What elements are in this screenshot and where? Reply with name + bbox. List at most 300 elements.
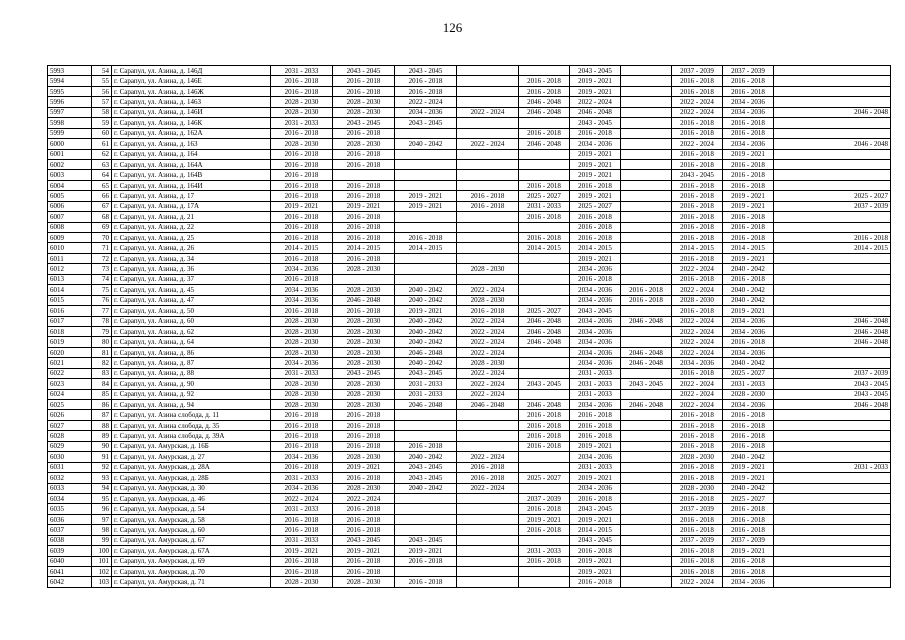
table-cell: 2034 - 2036 [723,577,774,587]
table-cell: г. Сарапул, ул. Азина, д. 146Д [112,66,271,76]
table-cell: 73 [92,264,112,274]
table-cell: 2043 - 2045 [395,535,457,545]
table-cell: 86 [92,400,112,410]
table-cell: 66 [92,191,112,201]
table-cell: г. Сарапул, ул. Азина, д. 50 [112,306,271,316]
table-row [48,253,891,263]
table-cell: 2016 - 2018 [519,431,570,441]
table-cell: г. Сарапул, ул. Азина, д. 88 [112,368,271,378]
table-cell: 2034 - 2036 [570,326,621,336]
table-cell: г. Сарапул, ул. Амурская, д. 69 [112,556,271,566]
table-cell: 2028 - 2030 [333,326,395,336]
table-cell: 2040 - 2042 [723,452,774,462]
table-cell [774,86,891,96]
table-cell: 2019 - 2021 [723,462,774,472]
table-cell: 2043 - 2045 [395,118,457,128]
table-cell: 2016 - 2018 [333,159,395,169]
table-cell [457,76,519,86]
table-cell [457,514,519,524]
table-cell [519,452,570,462]
table-cell: 2016 - 2018 [333,191,395,201]
table-cell [774,535,891,545]
table-cell: 2025 - 2027 [570,201,621,211]
table-cell: 2016 - 2018 [271,180,333,190]
table-cell: 2043 - 2045 [333,535,395,545]
table-cell [621,97,672,107]
table-cell: 2043 - 2045 [672,170,723,180]
table-cell: 2040 - 2042 [395,316,457,326]
table-cell: 2022 - 2024 [672,326,723,336]
table-cell: 2037 - 2039 [519,493,570,503]
table-cell: 2022 - 2024 [672,316,723,326]
table-cell: 2016 - 2018 [723,118,774,128]
table-cell: 2016 - 2018 [672,212,723,222]
table-cell: 2019 - 2021 [570,567,621,577]
table-cell: 2016 - 2018 [723,441,774,451]
table-cell [395,149,457,159]
table-cell: 2046 - 2048 [333,295,395,305]
table-row [48,546,891,556]
table-cell: 2022 - 2024 [333,493,395,503]
table-cell [621,420,672,430]
table-cell: 2034 - 2036 [395,107,457,117]
table-cell: 2016 - 2018 [333,514,395,524]
table-cell: 2022 - 2024 [457,379,519,389]
table-row [48,473,891,483]
table-cell [621,525,672,535]
table-cell: 2016 - 2018 [672,514,723,524]
table-cell: 2019 - 2021 [723,201,774,211]
table-cell: 2043 - 2045 [333,368,395,378]
table-cell: г. Сарапул, ул. Азина, д. 17А [112,201,271,211]
table-cell: 2028 - 2030 [672,483,723,493]
table-cell: 2016 - 2018 [271,253,333,263]
table-cell: 2022 - 2024 [457,452,519,462]
table-cell: 2034 - 2036 [672,358,723,368]
table-cell [395,431,457,441]
table-cell: г. Сарапул, ул. Амурская, д. 67А [112,546,271,556]
table-cell [519,285,570,295]
table-cell: 2022 - 2024 [457,139,519,149]
table-cell: 2022 - 2024 [672,347,723,357]
table-cell [457,556,519,566]
table-cell: 2040 - 2042 [395,295,457,305]
table-cell: 2016 - 2018 [672,525,723,535]
table-cell: 80 [92,337,112,347]
table-cell: 2016 - 2018 [395,577,457,587]
table-row [48,243,891,253]
table-cell: 2028 - 2030 [333,379,395,389]
table-cell: 2031 - 2033 [570,368,621,378]
table-cell: г. Сарапул, ул. Азина, д. 26 [112,243,271,253]
table-row [48,514,891,524]
table-cell: 2016 - 2018 [333,86,395,96]
table-cell: 2040 - 2042 [395,326,457,336]
table-cell: г. Сарапул, ул. Азина, д. 90 [112,379,271,389]
table-cell [519,358,570,368]
table-cell: 2016 - 2018 [570,431,621,441]
table-cell: 54 [92,66,112,76]
table-cell: г. Сарапул, ул. Амурская, д. 46 [112,493,271,503]
table-cell: 6012 [48,264,92,274]
table-cell: 2019 - 2021 [519,514,570,524]
table-cell: 2043 - 2045 [774,379,891,389]
table-cell [774,514,891,524]
table-cell: 2016 - 2018 [723,567,774,577]
table-cell: 2046 - 2048 [621,400,672,410]
table-cell: 2034 - 2036 [570,295,621,305]
table-cell [457,525,519,535]
table-cell: г. Сарапул, ул. Азина, д. 164А [112,159,271,169]
table-cell: 2037 - 2039 [672,535,723,545]
table-cell: 88 [92,420,112,430]
table-cell: 2016 - 2018 [723,128,774,138]
table-cell: 56 [92,86,112,96]
table-cell: 2016 - 2018 [723,212,774,222]
table-cell [519,66,570,76]
table-cell [774,97,891,107]
table-cell [519,264,570,274]
table-cell: 2028 - 2030 [271,316,333,326]
table-cell: 2034 - 2036 [570,285,621,295]
table-cell: 2022 - 2024 [457,337,519,347]
table-cell: 2025 - 2027 [723,368,774,378]
table-cell: 2016 - 2018 [723,233,774,243]
table-cell: 6042 [48,577,92,587]
table-cell: 2016 - 2018 [457,191,519,201]
table-cell: 2043 - 2045 [621,379,672,389]
table-cell: 99 [92,535,112,545]
table-cell: 6015 [48,295,92,305]
table-cell: 2034 - 2036 [271,483,333,493]
table-cell: 2031 - 2033 [271,118,333,128]
table-cell: 81 [92,347,112,357]
table-cell: 2022 - 2024 [672,285,723,295]
table-cell: 2014 - 2015 [570,525,621,535]
table-row [48,86,891,96]
table-cell [621,535,672,545]
table-cell: 2031 - 2033 [570,462,621,472]
table-cell [621,66,672,76]
table-cell: 2019 - 2021 [570,253,621,263]
table-cell [774,410,891,420]
table-cell: 2028 - 2030 [271,337,333,347]
table-cell [457,66,519,76]
table-cell: 2028 - 2030 [271,97,333,107]
table-cell: 2037 - 2039 [672,66,723,76]
table-cell: 2016 - 2018 [672,420,723,430]
table-cell [621,118,672,128]
table-cell: г. Сарапул, ул. Азина, д. 34 [112,253,271,263]
table-cell: 2016 - 2018 [271,212,333,222]
table-cell [621,389,672,399]
table-cell: 2016 - 2018 [723,76,774,86]
table-row [48,326,891,336]
table-cell: 2046 - 2048 [395,400,457,410]
table-cell: 2040 - 2042 [723,358,774,368]
table-cell: 59 [92,118,112,128]
table-row [48,180,891,190]
table-cell: 2022 - 2024 [457,347,519,357]
table-cell: 5996 [48,97,92,107]
table-cell: 6001 [48,149,92,159]
table-cell: 2031 - 2033 [271,504,333,514]
table-cell [519,118,570,128]
table-cell: г. Сарапул, ул. Азина, д. 146Е [112,76,271,86]
table-cell: 2019 - 2021 [570,441,621,451]
table-cell [395,525,457,535]
table-cell: 2046 - 2048 [519,326,570,336]
table-cell: 2022 - 2024 [457,316,519,326]
table-cell: 2016 - 2018 [271,159,333,169]
table-cell [457,253,519,263]
table-row [48,462,891,472]
table-cell: 6013 [48,274,92,284]
table-cell: 2016 - 2018 [271,567,333,577]
table-cell [774,452,891,462]
table-cell: 79 [92,326,112,336]
table-cell: 6016 [48,306,92,316]
table-cell: 2014 - 2015 [723,243,774,253]
table-cell: 2022 - 2024 [457,483,519,493]
table-cell: 2031 - 2033 [723,379,774,389]
table-cell: 2019 - 2021 [570,86,621,96]
table-cell: 2022 - 2024 [457,107,519,117]
page-number: 126 [442,20,463,35]
table-cell [519,577,570,587]
table-cell: 2016 - 2018 [570,577,621,587]
table-cell: 2016 - 2018 [333,180,395,190]
table-cell: 2019 - 2021 [395,306,457,316]
table-cell [774,473,891,483]
table-cell: 6000 [48,139,92,149]
table-cell: 2016 - 2018 [672,567,723,577]
table-cell: 2022 - 2024 [457,326,519,336]
table-cell [395,504,457,514]
table-row [48,118,891,128]
table-cell: 98 [92,525,112,535]
table-cell: 2034 - 2036 [570,139,621,149]
table-cell: 2019 - 2021 [570,556,621,566]
table-cell [457,546,519,556]
table-cell: 2016 - 2018 [333,76,395,86]
table-row [48,66,891,76]
table-row [48,107,891,117]
table-cell [621,441,672,451]
table-row [48,337,891,347]
table-cell: 2016 - 2018 [333,128,395,138]
table-cell [519,389,570,399]
table-cell [621,504,672,514]
table-cell: 6038 [48,535,92,545]
table-cell [519,170,570,180]
table-cell [519,535,570,545]
table-cell [519,149,570,159]
table-cell: 2040 - 2042 [723,264,774,274]
table-row [48,493,891,503]
table-cell [774,504,891,514]
table-cell [621,107,672,117]
table-cell [621,462,672,472]
table-cell: 102 [92,567,112,577]
table-cell: 2028 - 2030 [333,316,395,326]
table-cell: 2016 - 2018 [570,212,621,222]
table-cell: 2016 - 2018 [570,410,621,420]
table-cell [333,170,395,180]
table-cell: г. Сарапул, ул. Амурская, д. 60 [112,525,271,535]
table-cell: 6020 [48,347,92,357]
table-cell: 2025 - 2027 [519,473,570,483]
table-cell: 2022 - 2024 [672,400,723,410]
table-cell: 100 [92,546,112,556]
table-cell: 2025 - 2027 [723,493,774,503]
table-cell: 2016 - 2018 [672,410,723,420]
table-cell: 2016 - 2018 [271,462,333,472]
table-cell: г. Сарапул, ул. Азина слобода, д. 11 [112,410,271,420]
table-cell: 2028 - 2030 [271,139,333,149]
table-cell [457,431,519,441]
table-cell [774,525,891,535]
table-cell [621,546,672,556]
table-cell: 6019 [48,337,92,347]
table-cell [395,212,457,222]
table-cell [395,253,457,263]
table-cell: 2016 - 2018 [457,306,519,316]
table-cell: 2040 - 2042 [395,358,457,368]
table-cell: г. Сарапул, ул. Азина, д. 36 [112,264,271,274]
table-cell: 2034 - 2036 [271,285,333,295]
table-cell: 2028 - 2030 [333,139,395,149]
table-cell: 2043 - 2045 [570,306,621,316]
table-cell [774,118,891,128]
table-cell: 6010 [48,243,92,253]
table-cell: г. Сарапул, ул. Азина, д. 94 [112,400,271,410]
table-cell: 6004 [48,180,92,190]
table-row [48,577,891,587]
table-cell: 94 [92,483,112,493]
table-cell: 77 [92,306,112,316]
table-cell: 2040 - 2042 [395,139,457,149]
table-cell: 2016 - 2018 [333,420,395,430]
table-cell: 2016 - 2018 [672,462,723,472]
table-cell: 2016 - 2018 [519,180,570,190]
table-cell [621,170,672,180]
table-cell [519,222,570,232]
table-cell: 2046 - 2048 [621,358,672,368]
table-cell: 2019 - 2021 [570,76,621,86]
table-cell: г. Сарапул, ул. Азина слобода, д. 35 [112,420,271,430]
table-cell [519,295,570,305]
table-cell [621,368,672,378]
table-cell: 2016 - 2018 [333,567,395,577]
table-cell: 2034 - 2036 [570,483,621,493]
table-cell: 2016 - 2018 [333,222,395,232]
table-cell: 2031 - 2033 [271,473,333,483]
table-cell: 2016 - 2018 [570,546,621,556]
table-cell: г. Сарапул, ул. Амурская, д. 70 [112,567,271,577]
table-cell: 71 [92,243,112,253]
table-cell: 2014 - 2015 [672,243,723,253]
table-cell: 2016 - 2018 [570,420,621,430]
table-cell [621,306,672,316]
table-cell: 2034 - 2036 [570,400,621,410]
table-row [48,535,891,545]
table-cell: 2016 - 2018 [271,149,333,159]
table-cell: 2019 - 2021 [333,546,395,556]
table-cell: 6005 [48,191,92,201]
table-cell: 2016 - 2018 [271,222,333,232]
table-cell: 2014 - 2015 [774,243,891,253]
table-cell: 6034 [48,493,92,503]
table-cell: 6014 [48,285,92,295]
table-cell [457,567,519,577]
table-cell: 2016 - 2018 [395,556,457,566]
table-cell [774,431,891,441]
table-cell: 2016 - 2018 [519,86,570,96]
table-row [48,410,891,420]
table-cell: 5993 [48,66,92,76]
table-cell: г. Сарапул, ул. Азина, д. 164И [112,180,271,190]
table-cell [457,118,519,128]
table-cell [395,128,457,138]
table-cell [457,233,519,243]
table-cell: 2034 - 2036 [271,295,333,305]
table-cell: 2016 - 2018 [519,410,570,420]
table-cell: 2028 - 2030 [672,452,723,462]
table-cell: г. Сарапул, ул. Амурская, д. 30 [112,483,271,493]
table-cell: г. Сарапул, ул. Азина, д. 164 [112,149,271,159]
table-cell: 2016 - 2018 [271,556,333,566]
table-cell: 2034 - 2036 [271,264,333,274]
table-cell [621,264,672,274]
table-cell [621,410,672,420]
table-cell [519,347,570,357]
table-cell: 2046 - 2048 [519,316,570,326]
table-cell: 2016 - 2018 [672,441,723,451]
table-cell: 2028 - 2030 [333,483,395,493]
table-cell: 72 [92,253,112,263]
table-cell: 5998 [48,118,92,128]
table-cell: 2046 - 2048 [621,347,672,357]
table-cell [774,347,891,357]
table-cell: 2016 - 2018 [672,222,723,232]
table-cell: 2019 - 2021 [723,306,774,316]
table-cell [621,180,672,190]
table-cell: 6018 [48,326,92,336]
table-cell: 65 [92,180,112,190]
table-cell: 2022 - 2024 [271,493,333,503]
table-cell: 2016 - 2018 [395,233,457,243]
table-cell: 2028 - 2030 [333,389,395,399]
table-cell: 2016 - 2018 [271,410,333,420]
table-cell: 6025 [48,400,92,410]
table-cell: 2028 - 2030 [457,295,519,305]
table-cell: г. Сарапул, ул. Азина, д. 60 [112,316,271,326]
table-cell: 2040 - 2042 [723,295,774,305]
table-cell: 2016 - 2018 [723,274,774,284]
table-cell: 70 [92,233,112,243]
table-cell [395,567,457,577]
table-cell: 6041 [48,567,92,577]
table-cell: г. Сарапул, ул. Азина, д. 22 [112,222,271,232]
table-cell: 2046 - 2048 [395,347,457,357]
table-cell: 2016 - 2018 [457,201,519,211]
table-cell: 2046 - 2048 [519,107,570,117]
table-row [48,201,891,211]
table-cell: 2040 - 2042 [723,285,774,295]
table-cell: 2019 - 2021 [723,473,774,483]
table-cell: 2016 - 2018 [723,431,774,441]
